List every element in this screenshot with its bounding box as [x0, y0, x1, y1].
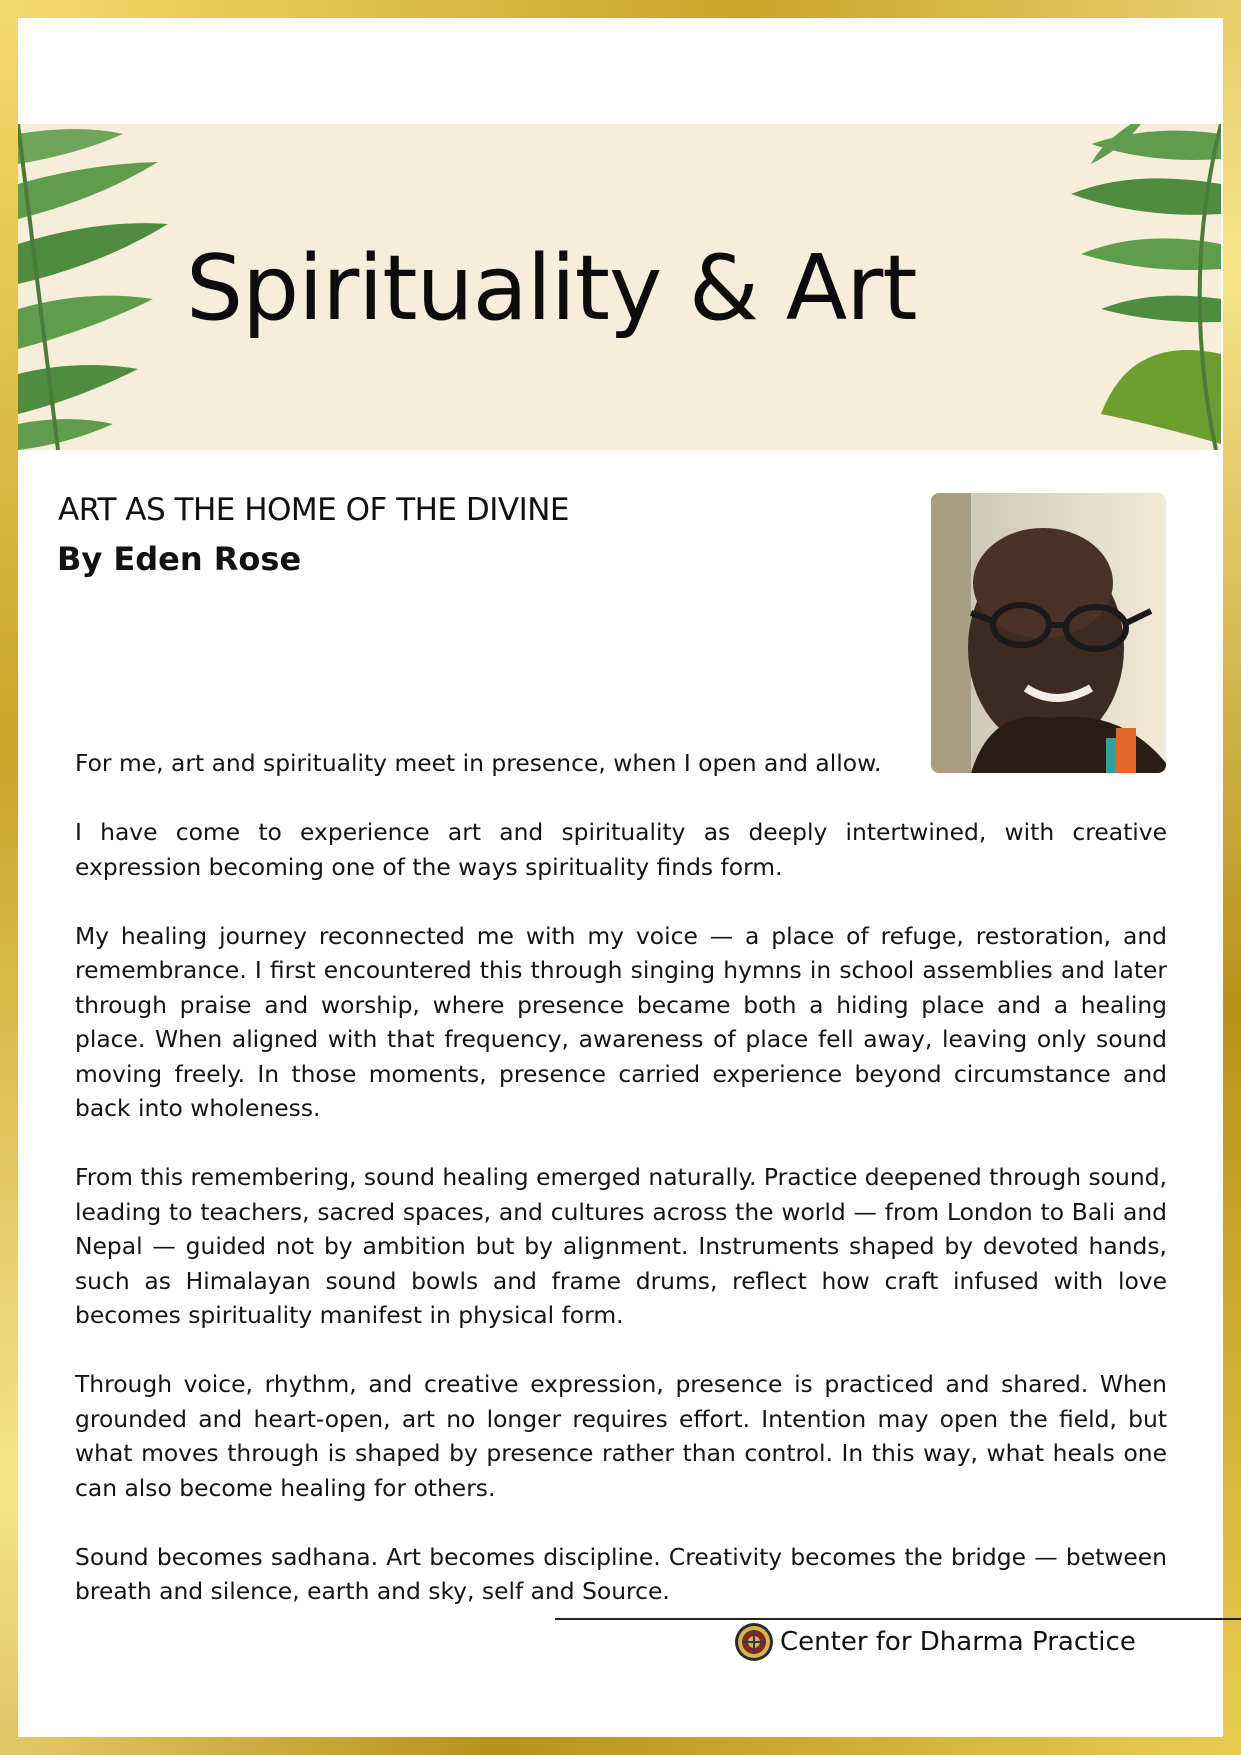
- article-paragraph: Sound becomes sadhana. Art becomes discipline. Creativity becomes the bridge — between breath and silence, earth and sky, self and Source.: [75, 1542, 1167, 1605]
- article-paragraph: From this remembering, sound healing emerged naturally. Practice deepened through sound, leading to teachers, sacred spaces, and cultures across the world — from London to Bali and Nepal — guided not by ambition but by alignment. Instruments shaped by devoted hands, such as Himalayan sound bowls and frame drums, reflect how craft infused with love becomes spirituality manifest in physical form.: [75, 1163, 1167, 1329]
- article-paragraph: For me, art and spirituality meet in presence, when I open and allow.: [75, 749, 882, 777]
- author-portrait: [931, 493, 1166, 773]
- leaves-right-decoration: [981, 124, 1221, 450]
- article-paragraph: Through voice, rhythm, and creative expression, presence is practiced and shared. When grounded and heart-open, art no longer requires effort. Intention may open the field, but what moves through is shaped by presence rather than control. In this way, what heals one can also become healing for others.: [75, 1370, 1167, 1502]
- author-byline: By Eden Rose: [57, 540, 302, 578]
- article-title: ART AS THE HOME OF THE DIVINE: [58, 492, 570, 528]
- article-paragraph: My healing journey reconnected me with my voice — a place of refuge, restoration, and remembrance. I first encountered this through singing hymns in school assemblies and later through praise and worship, where presence became both a hiding place and a healing place. When aligned with that frequency, awareness of place fell away, leaving only sound moving freely. In those moments, presence carried experience beyond circumstance and back into wholeness.: [75, 921, 1167, 1122]
- article-body: [75, 746, 1167, 1643]
- article-paragraph: I have come to experience art and spirituality as deeply intertwined, with creative expression becoming one of the ways spirituality finds form.: [75, 818, 1167, 881]
- header-banner: [18, 124, 1221, 450]
- banner-title: Spirituality & Art: [186, 236, 917, 341]
- dharma-center-logo-icon: [734, 1622, 774, 1662]
- leaves-left-decoration: [18, 124, 188, 450]
- footer: [734, 1620, 1136, 1664]
- footer-label: Center for Dharma Practice: [780, 1627, 1136, 1657]
